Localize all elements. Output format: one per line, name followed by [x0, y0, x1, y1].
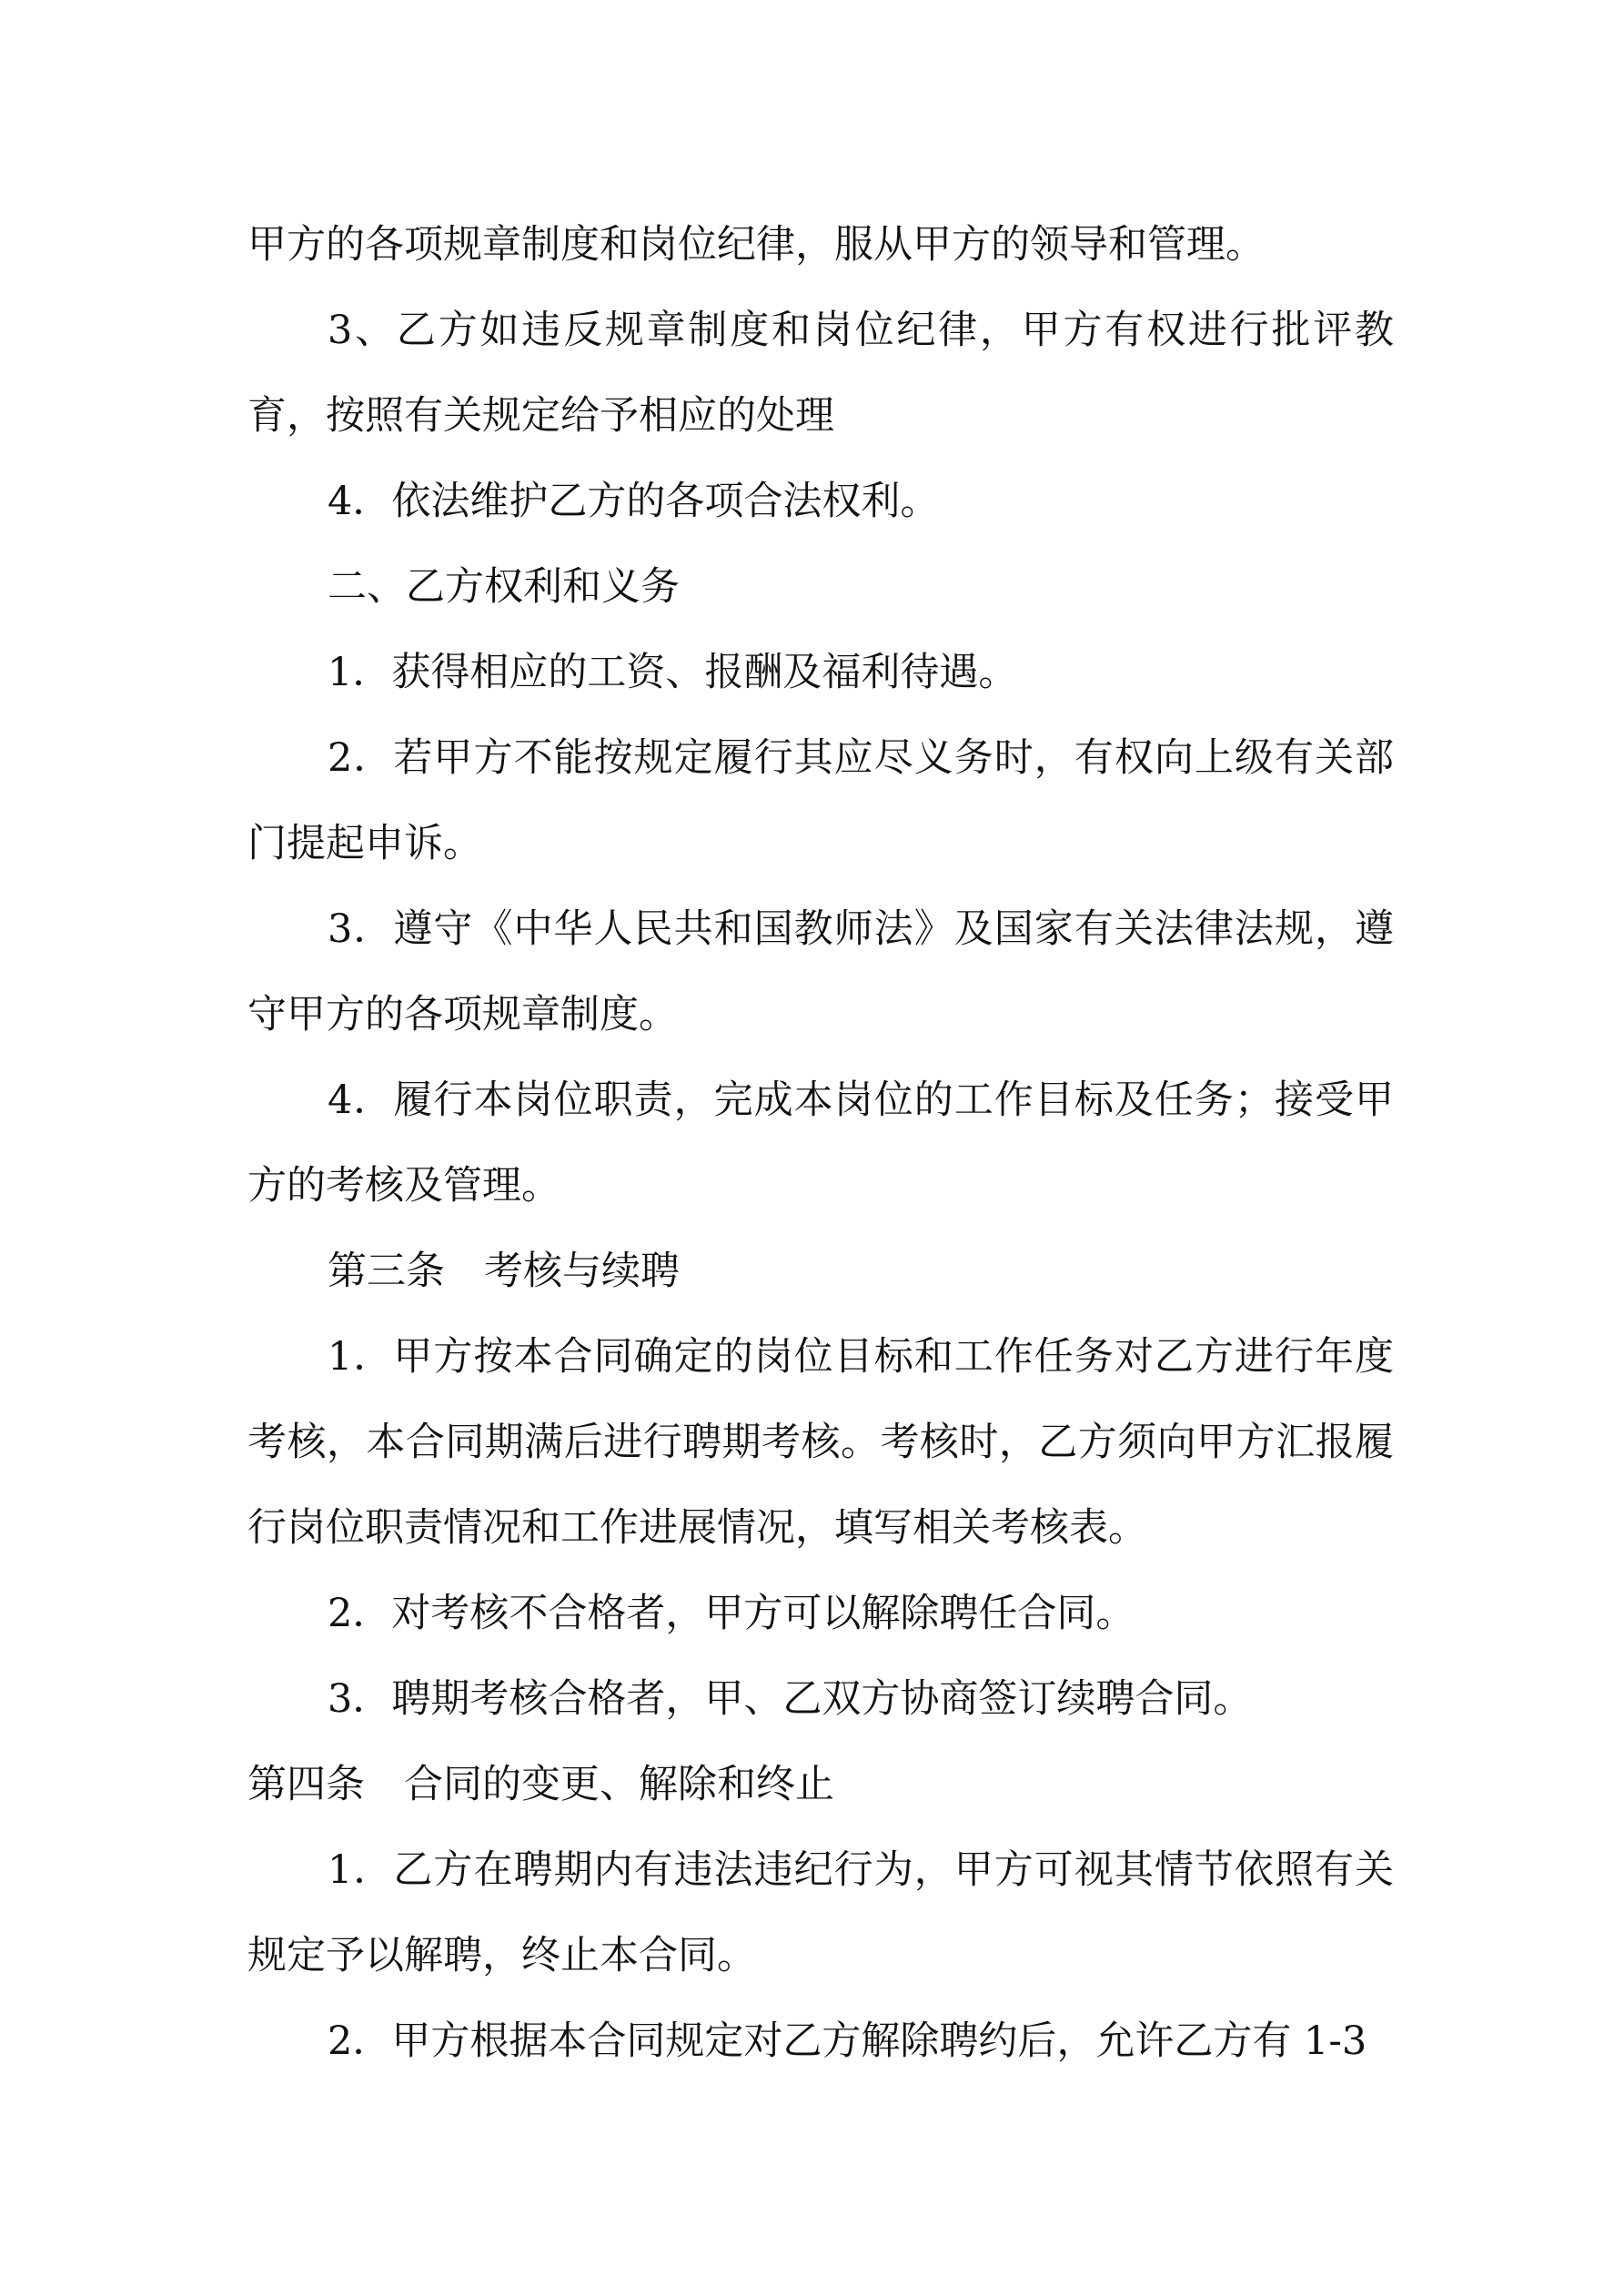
paragraph-article-4-item-2: 2．甲方根据本合同规定对乙方解除聘约后，允许乙方有 1-3 [328, 2018, 1367, 2064]
paragraph-party-a-item-4: 4．依法维护乙方的各项合法权利。 [328, 479, 940, 524]
paragraph-article-3-item-2: 2．对考核不合格者，甲方可以解除聘任合同。 [328, 1591, 1135, 1636]
paragraph-party-b-item-4: 4．履行本岗位职责，完成本岗位的工作目标及任务；接受甲方的考核及管理。 [247, 1077, 1394, 1209]
paragraph-continuation: 甲方的各项规章制度和岗位纪律，服从甲方的领导和管理。 [247, 222, 1265, 268]
paragraph-article-4-item-1: 1．乙方在聘期内有违法违纪行为，甲方可视其情节依照有关规定予以解聘，终止本合同。 [247, 1847, 1394, 1978]
paragraph-article-3-item-3: 3．聘期考核合格者，甲、乙双方协商签订续聘合同。 [328, 1676, 1253, 1722]
paragraph-article-3-item-1: 1．甲方按本合同确定的岗位目标和工作任务对乙方进行年度考核，本合同期满后进行聘期考核。考核时，乙方须向甲方汇报履行岗位职责情况和工作进展情况，填写相关考核表。 [247, 1334, 1394, 1551]
paragraph-party-b-item-2: 2．若甲方不能按规定履行其应尽义务时，有权向上级有关部门提起申诉。 [247, 735, 1394, 866]
paragraph-party-b-item-1: 1．获得相应的工资、报酬及福利待遇。 [328, 650, 1018, 695]
section-heading-party-b-rights: 二、乙方权利和义务 [328, 564, 680, 610]
article-heading-3: 第三条 考核与续聘 [328, 1249, 680, 1294]
contract-body [247, 202, 1394, 2084]
paragraph-party-a-item-3: 3、乙方如违反规章制度和岗位纪律，甲方有权进行批评教育，按照有关规定给予相应的处理 [247, 308, 1394, 439]
article-heading-4: 第四条 合同的变更、解除和终止 [247, 1762, 834, 1807]
paragraph-party-b-item-3: 3．遵守《中华人民共和国教师法》及国家有关法律法规，遵守甲方的各项规章制度。 [247, 906, 1394, 1037]
